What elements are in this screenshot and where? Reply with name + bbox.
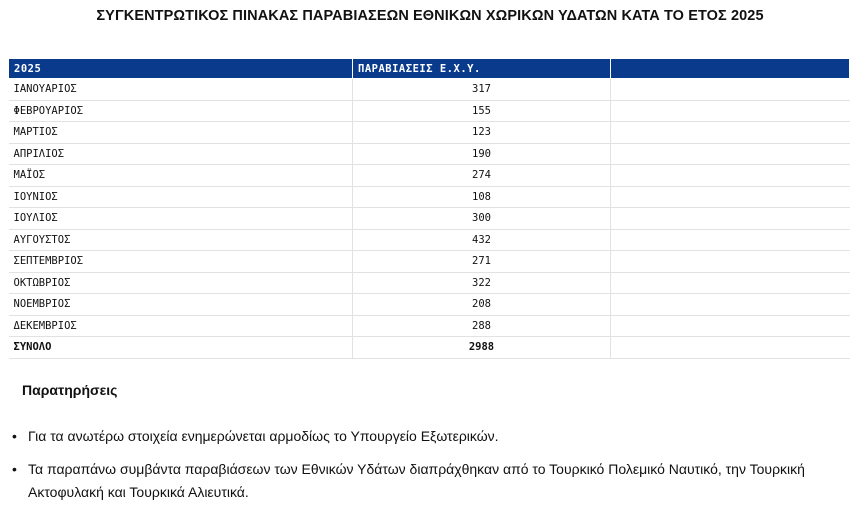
month-cell: ΝΟΕΜΒΡΙΟΣ <box>9 294 353 316</box>
month-cell: ΑΥΓΟΥΣΤΟΣ <box>9 229 353 251</box>
note-item <box>10 425 850 448</box>
empty-cell <box>611 208 850 230</box>
column-header-empty <box>611 59 850 79</box>
table-row <box>9 315 850 337</box>
note-item <box>10 458 850 504</box>
empty-cell <box>611 251 850 273</box>
violations-table-container <box>8 58 850 359</box>
note-text: Για τα ανωτέρω στοιχεία ενημερώνεται αρμοδίως το Υπουργείο Εξωτερικών. <box>28 428 499 444</box>
empty-cell <box>611 143 850 165</box>
violations-cell: 208 <box>353 294 611 316</box>
empty-cell <box>611 272 850 294</box>
month-cell: ΔΕΚΕΜΒΡΙΟΣ <box>9 315 353 337</box>
table-row <box>9 79 850 101</box>
month-cell: ΜΑΡΤΙΟΣ <box>9 122 353 144</box>
bullet-icon: • <box>12 461 17 477</box>
month-cell: ΟΚΤΩΒΡΙΟΣ <box>9 272 353 294</box>
total-label: ΣΥΝΟΛΟ <box>9 337 353 359</box>
month-cell: ΦΕΒΡΟΥΑΡΙΟΣ <box>9 100 353 122</box>
empty-cell <box>611 315 850 337</box>
note-text: Τα παραπάνω συμβάντα παραβιάσεων των Εθνικών Υδάτων διαπράχθηκαν από το Τουρκικό Πολεμικό Ναυτικό, την Τουρκική Ακτοφυλακή και Τουρκικά Αλιευτικά. <box>28 461 805 500</box>
violations-cell: 190 <box>353 143 611 165</box>
table-row <box>9 100 850 122</box>
violations-cell: 108 <box>353 186 611 208</box>
violations-table <box>8 58 850 359</box>
violations-cell: 432 <box>353 229 611 251</box>
page-title: ΣΥΓΚΕΝΤΡΩΤΙΚΟΣ ΠΙΝΑΚΑΣ ΠΑΡΑΒΙΑΣΕΩΝ ΕΘΝΙΚΩΝ ΧΩΡΙΚΩΝ ΥΔΑΤΩΝ ΚΑΤΑ ΤΟ ΕΤΟΣ 2025 <box>96 8 764 24</box>
empty-cell <box>611 122 850 144</box>
column-header-year: 2025 <box>9 59 353 79</box>
violations-cell: 300 <box>353 208 611 230</box>
empty-cell <box>611 186 850 208</box>
table-row <box>9 186 850 208</box>
notes-list <box>10 425 850 514</box>
violations-cell: 155 <box>353 100 611 122</box>
violations-cell: 317 <box>353 79 611 101</box>
column-header-violations: ΠΑΡΑΒΙΑΣΕΙΣ Ε.Χ.Υ. <box>353 59 611 79</box>
table-row <box>9 165 850 187</box>
total-value: 2988 <box>353 337 611 359</box>
table-body <box>9 79 850 359</box>
violations-cell: 271 <box>353 251 611 273</box>
table-header-row <box>9 59 850 79</box>
month-cell: ΑΠΡΙΛΙΟΣ <box>9 143 353 165</box>
month-cell: ΜΑΪΟΣ <box>9 165 353 187</box>
month-cell: ΙΟΥΝΙΟΣ <box>9 186 353 208</box>
violations-cell: 322 <box>353 272 611 294</box>
table-row <box>9 122 850 144</box>
bullet-icon: • <box>12 428 17 444</box>
empty-cell <box>611 294 850 316</box>
table-row <box>9 143 850 165</box>
violations-cell: 274 <box>353 165 611 187</box>
empty-cell <box>611 229 850 251</box>
month-cell: ΙΟΥΛΙΟΣ <box>9 208 353 230</box>
empty-cell <box>611 79 850 101</box>
total-row <box>9 337 850 359</box>
violations-cell: 123 <box>353 122 611 144</box>
notes-title: Παρατηρήσεις <box>22 382 118 398</box>
empty-cell <box>611 337 850 359</box>
table-row <box>9 272 850 294</box>
empty-cell <box>611 165 850 187</box>
violations-cell: 288 <box>353 315 611 337</box>
empty-cell <box>611 100 850 122</box>
table-row <box>9 208 850 230</box>
table-row <box>9 229 850 251</box>
month-cell: ΣΕΠΤΕΜΒΡΙΟΣ <box>9 251 353 273</box>
month-cell: ΙΑΝΟΥΑΡΙΟΣ <box>9 79 353 101</box>
table-row <box>9 251 850 273</box>
table-row <box>9 294 850 316</box>
